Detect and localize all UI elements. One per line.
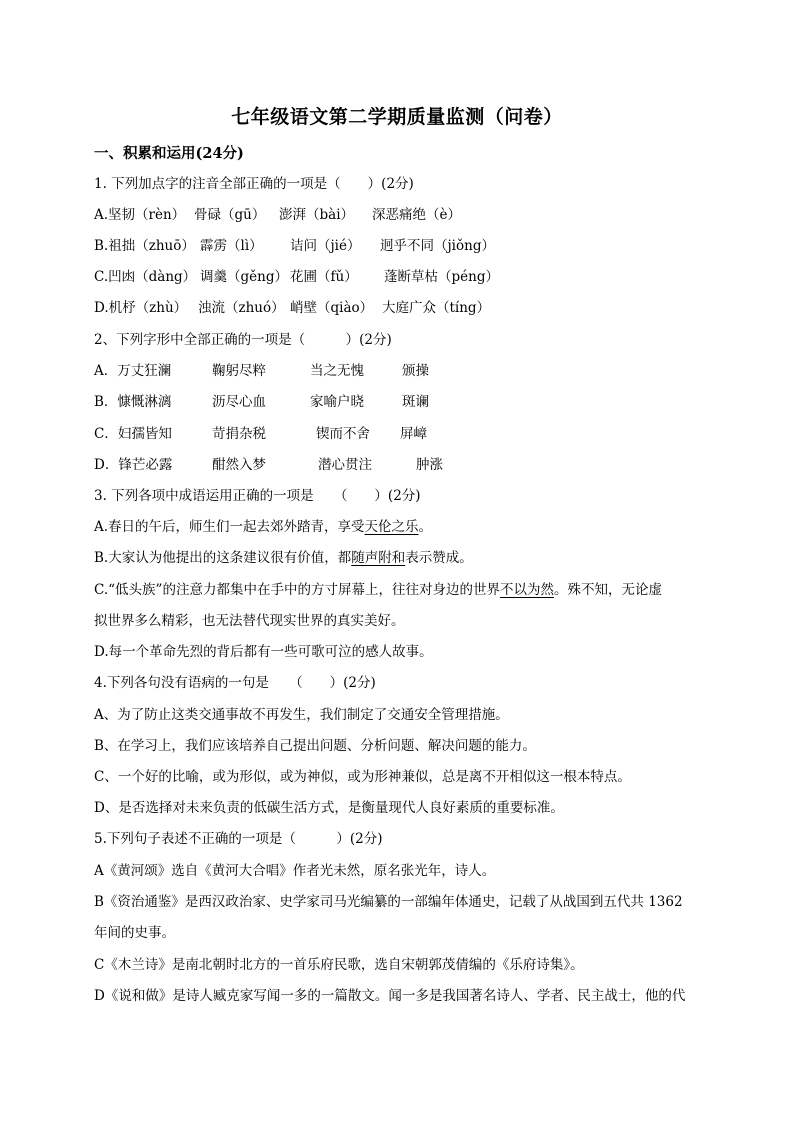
question-1-option-a bbox=[94, 205, 461, 225]
question-4-option-d: D、是否选择对未来负责的低碳生活方式，是衡量现代人良好素质的重要标准。 bbox=[94, 800, 564, 816]
option-part: 锲而不舍 bbox=[316, 426, 370, 442]
option-text: 的感人故事。 bbox=[351, 644, 433, 660]
option-part: 大庭广众（tíng） bbox=[382, 300, 491, 316]
question-5-option-a: A《黄河颂》选自《黄河大合唱》作者光未然，原名张光年，诗人。 bbox=[94, 863, 496, 879]
option-part: 沥尽心血 bbox=[212, 394, 266, 410]
option-part: D．锋芒必露 bbox=[94, 457, 173, 473]
question-2-stem: 2、下列字形中全部正确的一项是（ ）(2分) bbox=[94, 332, 392, 348]
option-part: 斑谰 bbox=[402, 394, 429, 410]
question-1-stem: 1. 下列加点字的注音全部正确的一项是（ ）(2分) bbox=[94, 176, 414, 192]
option-part: 澎湃（bài） bbox=[279, 207, 355, 223]
option-part: C．妇孺皆知 bbox=[94, 426, 172, 442]
question-2-option-b bbox=[94, 392, 429, 412]
question-3-option-c-continued: 拟世界多么精彩，也无法替代现实世界的真实美好。 bbox=[94, 613, 405, 629]
option-part: 霹雳（lì） bbox=[200, 238, 263, 254]
option-part: 潜心贯注 bbox=[318, 457, 372, 473]
question-5-option-c: C《木兰诗》是南北朝时北方的一首乐府民歌，选自宋朝郭茂倩编的《乐府诗集》。 bbox=[94, 957, 584, 973]
option-text: D.每一个革命先烈的背后都有一些 bbox=[94, 644, 298, 660]
option-part: B.祖拙（zhuō） bbox=[94, 238, 195, 254]
option-text: 表示赞成。 bbox=[405, 550, 473, 566]
option-text: A.春日的午后，师生们一起去郊外踏青，享受 bbox=[94, 519, 365, 535]
underlined-idiom: 不以为然 bbox=[499, 582, 554, 598]
option-part: 苛捐杂税 bbox=[212, 426, 266, 442]
option-part: 峭壁（qiào） bbox=[290, 300, 374, 316]
question-3-option-a bbox=[94, 517, 432, 537]
option-part: A.坚韧（rèn） bbox=[94, 207, 186, 223]
underlined-idiom: 天伦之乐 bbox=[364, 519, 419, 535]
option-part: D.机杼（zhù） bbox=[94, 300, 188, 316]
option-text: B.大家认为他提出的这条建议很有价值，都 bbox=[94, 550, 352, 566]
question-1-option-c bbox=[94, 267, 499, 287]
question-5-stem: 5.下列句子表述不正确的一项是（ ）(2分) bbox=[94, 831, 383, 847]
option-part: A．万丈狂澜 bbox=[94, 363, 172, 379]
question-2-option-a bbox=[94, 361, 429, 381]
question-5-option-b: B《资治通鉴》是西汉政治家、史学家司马光编纂的一部编年体通史，记载了从战国到五代共 1362 bbox=[94, 894, 683, 910]
option-part: 鞠躬尽粹 bbox=[212, 363, 266, 379]
option-part: 诘问（jié） bbox=[290, 238, 361, 254]
option-text: C.“低头族”的注意力都集中在手中的方寸屏幕上，往往对身边的世界 bbox=[94, 582, 500, 598]
option-part: 颁操 bbox=[402, 363, 429, 379]
option-part: 花圃（fǔ） bbox=[290, 269, 358, 285]
question-4-option-c: C、一个好的比喻，或为形似，或为神似，或为形神兼似，总是离不开相似这一根本特点。 bbox=[94, 769, 631, 785]
option-part: C.凹凼（dàng） bbox=[94, 269, 197, 285]
question-3-option-d bbox=[94, 642, 433, 662]
option-part: 家喻户晓 bbox=[310, 394, 364, 410]
question-5-option-b-continued: 年间的史事。 bbox=[94, 925, 175, 941]
question-3-option-c bbox=[94, 580, 662, 600]
question-3-stem: 3. 下列各项中成语运用正确的一项是 （ ）(2分) bbox=[94, 488, 421, 504]
option-part: 浊流（zhuó） bbox=[198, 300, 285, 316]
question-4-option-a: A、为了防止这类交通事故不再发生，我们制定了交通安全管理措施。 bbox=[94, 707, 509, 723]
option-part: 肿涨 bbox=[416, 457, 443, 473]
option-part: 深恶痛绝（è） bbox=[372, 207, 461, 223]
option-text: 。 bbox=[418, 519, 433, 535]
option-part: 调羹（gěng） bbox=[200, 269, 288, 285]
option-part: 蓬断草枯（péng） bbox=[384, 269, 499, 285]
option-part: 酣然入梦 bbox=[212, 457, 266, 473]
option-text: 。殊不知，无论虚 bbox=[553, 582, 662, 598]
question-1-option-b bbox=[94, 236, 495, 256]
question-1-option-d bbox=[94, 298, 490, 318]
question-3-option-b bbox=[94, 548, 473, 568]
question-2-option-c bbox=[94, 424, 427, 444]
question-4-option-b: B、在学习上，我们应该培养自己提出问题、分析问题、解决问题的能力。 bbox=[94, 738, 536, 754]
page-title: 七年级语文第二学期质量监测（问卷） bbox=[231, 106, 563, 128]
option-part: 当之无愧 bbox=[310, 363, 364, 379]
option-part: B．慷慨淋漓 bbox=[94, 394, 172, 410]
option-part: 迥乎不同（jiǒng） bbox=[380, 238, 495, 254]
option-part: 屏嶂 bbox=[400, 426, 427, 442]
question-4-stem: 4.下列各句没有语病的一句是 （ ）(2分) bbox=[94, 675, 376, 691]
question-2-option-d bbox=[94, 455, 443, 475]
option-text: 可歌可泣 bbox=[297, 644, 352, 660]
question-5-option-d: D《说和做》是诗人臧克家写闻一多的一篇散文。闻一多是我国著名诗人、学者、民主战士，他的代 bbox=[94, 988, 686, 1004]
section-heading: 一、积累和运用(24分) bbox=[94, 145, 244, 162]
underlined-idiom: 随声附和 bbox=[351, 550, 406, 566]
option-part: 骨碌（gū） bbox=[194, 207, 266, 223]
